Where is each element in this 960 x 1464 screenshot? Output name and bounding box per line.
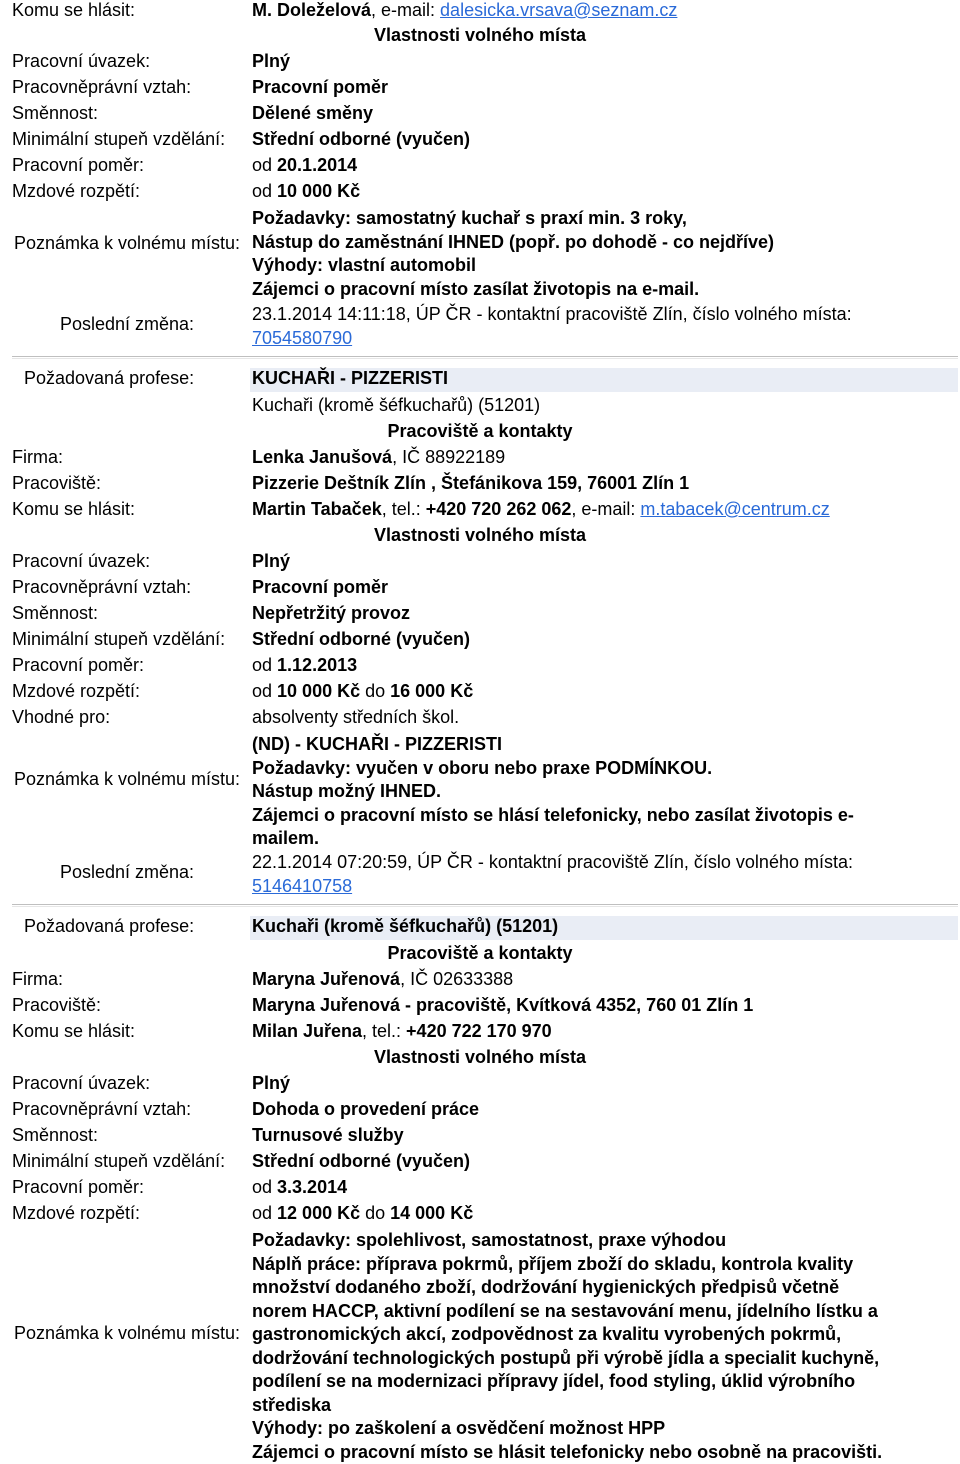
uvazek-value: Plný <box>252 1073 290 1094</box>
job2-note <box>252 733 854 851</box>
smennost-label: Směnnost: <box>12 603 98 624</box>
section-heading-properties: Vlastnosti volného místa <box>0 25 960 46</box>
note-line: Zájemci o pracovní místo se hlásí telefonicky, nebo zasílat životopis e- <box>252 804 854 828</box>
note-line: Výhody: vlastní automobil <box>252 254 774 278</box>
profese-label: Požadovaná profese: <box>24 368 194 389</box>
mzda-label: Mzdové rozpětí: <box>12 181 140 202</box>
note-line: Požadavky: vyučen v oboru nebo praxe PODMÍNKOU. <box>252 757 854 781</box>
note-line: podílení se na modernizaci přípravy jídel, food styling, úklid výrobního <box>252 1370 882 1394</box>
profese-sub: Kuchaři (kromě šéfkuchařů) (51201) <box>252 395 540 416</box>
note-line: Zájemci o pracovní místo zasílat životopis na e-mail. <box>252 278 774 302</box>
mzda-label: Mzdové rozpětí: <box>12 681 140 702</box>
vzdelani-value: Střední odborné (vyučen) <box>252 129 470 150</box>
note-line: Nástup do zaměstnání IHNED (popř. po dohodě - co nejdříve) <box>252 231 774 255</box>
last-change-label: Poslední změna: <box>12 314 242 335</box>
vzdelani-label: Minimální stupeň vzdělání: <box>12 129 225 150</box>
vztah-value: Dohoda o provedení práce <box>252 1099 479 1120</box>
pomer-value: od 1.12.2013 <box>252 655 357 676</box>
profese-label: Požadovaná profese: <box>24 916 194 937</box>
note-label: Poznámka k volnému místu: <box>12 1322 242 1346</box>
firma-label: Firma: <box>12 447 63 468</box>
section-heading-properties: Vlastnosti volného místa <box>0 525 960 546</box>
last-change-text: 23.1.2014 14:11:18, ÚP ČR - kontaktní pracoviště Zlín, číslo volného místa: <box>252 302 852 326</box>
firma-value: Lenka Janušová, IČ 88922189 <box>252 447 505 468</box>
pomer-value: od 20.1.2014 <box>252 155 357 176</box>
pomer-label: Pracovní poměr: <box>12 1177 144 1198</box>
uvazek-value: Plný <box>252 551 290 572</box>
last-change-label: Poslední změna: <box>12 862 242 883</box>
note-line: Náplň práce: příprava pokrmů, příjem zboží do skladu, kontrola kvality <box>252 1253 882 1277</box>
contact-value: Martin Tabaček, tel.: +420 720 262 062, e-mail: m.tabacek@centrum.cz <box>252 499 830 520</box>
uvazek-label: Pracovní úvazek: <box>12 1073 150 1094</box>
pomer-label: Pracovní poměr: <box>12 155 144 176</box>
note-line: dodržování technologických postupů při výrobě jídla a specialit kuchyně, <box>252 1347 882 1371</box>
note-label: Poznámka k volnému místu: <box>12 232 242 256</box>
contact-email-link[interactable]: m.tabacek@centrum.cz <box>640 499 829 519</box>
pracoviste-value: Maryna Juřenová - pracoviště, Kvítková 4352, 760 01 Zlín 1 <box>252 995 753 1016</box>
separator <box>12 356 958 359</box>
contact-value: M. Doleželová, e-mail: dalesicka.vrsava@seznam.cz <box>252 0 677 21</box>
mzda-label: Mzdové rozpětí: <box>12 1203 140 1224</box>
profese-value: KUCHAŘI - PIZZERISTI <box>252 368 448 389</box>
section-heading-contacts: Pracoviště a kontakty <box>0 943 960 964</box>
note-line: gastronomických akcí, zodpovědnost za kvalitu vyrobených pokrmů, <box>252 1323 882 1347</box>
note-line: množství dodaného zboží, dodržování hygienických předpisů včetně <box>252 1276 882 1300</box>
contact-value: Milan Juřena, tel.: +420 722 170 970 <box>252 1021 552 1042</box>
vzdelani-label: Minimální stupeň vzdělání: <box>12 629 225 650</box>
contact-label: Komu se hlásit: <box>12 499 135 520</box>
separator <box>12 904 958 907</box>
smennost-value: Dělené směny <box>252 103 373 124</box>
top-note <box>252 207 774 301</box>
section-heading-properties: Vlastnosti volného místa <box>0 1047 960 1068</box>
profese-value: Kuchaři (kromě šéfkuchařů) (51201) <box>252 916 558 937</box>
note-line: norem HACCP, aktivní podílení se na sestavování menu, jídelního lístku a <box>252 1300 882 1324</box>
job2-last-change <box>252 850 853 898</box>
mzda-value: od 12 000 Kč do 14 000 Kč <box>252 1203 473 1224</box>
mzda-value: od 10 000 Kč do 16 000 Kč <box>252 681 473 702</box>
note-line: Požadavky: samostatný kuchař s praxí min. 3 roky, <box>252 207 774 231</box>
vhodne-label: Vhodné pro: <box>12 707 110 728</box>
note-line: Výhody: po zaškolení a osvědčení možnost HPP <box>252 1417 882 1441</box>
vztah-label: Pracovněprávní vztah: <box>12 77 191 98</box>
firma-label: Firma: <box>12 969 63 990</box>
note-label: Poznámka k volnému místu: <box>12 768 242 792</box>
note-line: střediska <box>252 1394 882 1418</box>
pracoviste-label: Pracoviště: <box>12 473 101 494</box>
top-last-change <box>252 302 852 350</box>
pomer-value: od 3.3.2014 <box>252 1177 347 1198</box>
job3-note <box>252 1229 882 1464</box>
smennost-label: Směnnost: <box>12 103 98 124</box>
note-line: Zájemci o pracovní místo se hlásit telefonicky nebo osobně na pracovišti. <box>252 1441 882 1464</box>
vacancy-number-link[interactable]: 5146410758 <box>252 876 352 896</box>
last-change-text: 22.1.2014 07:20:59, ÚP ČR - kontaktní pracoviště Zlín, číslo volného místa: <box>252 850 853 874</box>
vzdelani-value: Střední odborné (vyučen) <box>252 1151 470 1172</box>
firma-value: Maryna Juřenová, IČ 02633388 <box>252 969 513 990</box>
vzdelani-label: Minimální stupeň vzdělání: <box>12 1151 225 1172</box>
vztah-label: Pracovněprávní vztah: <box>12 1099 191 1120</box>
contact-email-link[interactable]: dalesicka.vrsava@seznam.cz <box>440 0 677 20</box>
note-line: Nástup možný IHNED. <box>252 780 854 804</box>
job3-profese-row <box>0 916 960 942</box>
note-line: (ND) - KUCHAŘI - PIZZERISTI <box>252 733 854 757</box>
job2-profese-row <box>0 368 960 394</box>
smennost-value: Nepřetržitý provoz <box>252 603 410 624</box>
smennost-value: Turnusové služby <box>252 1125 404 1146</box>
section-heading-contacts: Pracoviště a kontakty <box>0 421 960 442</box>
vztah-value: Pracovní poměr <box>252 577 388 598</box>
vzdelani-value: Střední odborné (vyučen) <box>252 629 470 650</box>
pracoviste-label: Pracoviště: <box>12 995 101 1016</box>
vacancy-number-link[interactable]: 7054580790 <box>252 328 352 348</box>
contact-label: Komu se hlásit: <box>12 1021 135 1042</box>
vhodne-value: absolventy středních škol. <box>252 707 459 728</box>
uvazek-label: Pracovní úvazek: <box>12 51 150 72</box>
smennost-label: Směnnost: <box>12 1125 98 1146</box>
uvazek-value: Plný <box>252 51 290 72</box>
pomer-label: Pracovní poměr: <box>12 655 144 676</box>
contact-label: Komu se hlásit: <box>12 0 135 21</box>
mzda-value: od 10 000 Kč <box>252 181 360 202</box>
vztah-value: Pracovní poměr <box>252 77 388 98</box>
note-line: mailem. <box>252 827 854 851</box>
note-line: Požadavky: spolehlivost, samostatnost, praxe výhodou <box>252 1229 882 1253</box>
uvazek-label: Pracovní úvazek: <box>12 551 150 572</box>
pracoviste-value: Pizzerie Deštník Zlín , Štefánikova 159, 76001 Zlín 1 <box>252 473 689 494</box>
vztah-label: Pracovněprávní vztah: <box>12 577 191 598</box>
